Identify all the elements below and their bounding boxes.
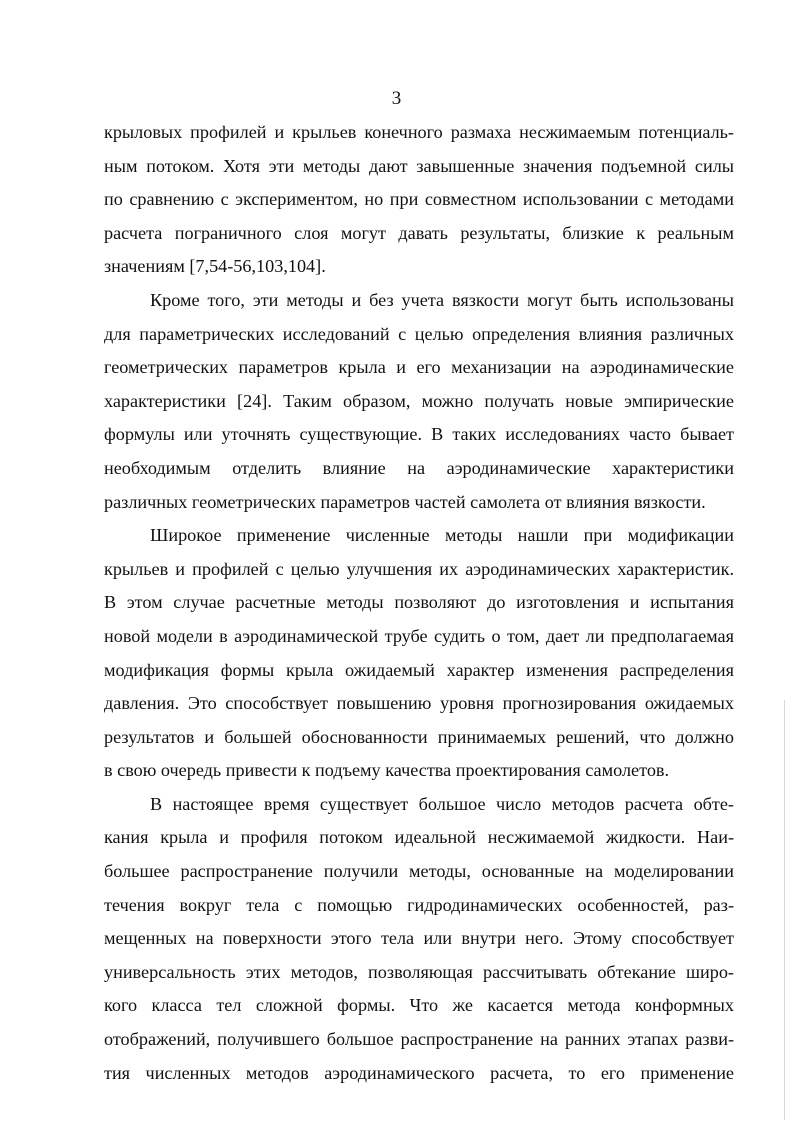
- paragraph-3: [104, 519, 734, 788]
- text-line: Широкое применение численные методы нашли при модификации: [150, 525, 734, 546]
- text-line: различных геометрических параметров частей самолета от влияния вязкости.: [104, 491, 706, 512]
- text-line: кого класса тел сложной формы. Что же касается метода конформных: [104, 995, 734, 1016]
- text-line: для параметрических исследований с целью определения влияния различных: [104, 323, 734, 344]
- text-line: новой модели в аэродинамической трубе судить о том, дает ли предполагаемая: [104, 625, 734, 646]
- text-line: по сравнению с экспериментом, но при совместном использовании с методами: [104, 189, 734, 210]
- text-line: универсальность этих методов, позволяющая рассчитывать обтекание широ-: [104, 961, 734, 982]
- paragraph-2: [104, 284, 734, 519]
- text-line: геометрических параметров крыла и его механизации на аэродинамические: [104, 357, 734, 378]
- text-line: модификация формы крыла ожидаемый характер изменения распределения: [104, 659, 734, 680]
- text-line: крыловых профилей и крыльев конечного размаха несжимаемым потенциаль-: [104, 122, 734, 142]
- text-line: мещенных на поверхности этого тела или внутри него. Этому способствует: [104, 928, 734, 949]
- text-line: течения вокруг тела с помощью гидродинамических особенностей, раз-: [104, 894, 734, 915]
- text-line: результатов и большей обоснованности принимаемых решений, что должно: [104, 726, 734, 747]
- text-line: формулы или уточнять существующие. В таких исследованиях часто бывает: [104, 424, 734, 445]
- text-line: в свою очередь привести к подъему качества проектирования самолетов.: [104, 760, 670, 781]
- text-line: тия численных методов аэродинамического расчета, то его применение: [104, 1062, 734, 1083]
- text-line: кания крыла и профиля потоком идеальной несжимаемой жидкости. Наи-: [104, 827, 734, 848]
- text-line: В этом случае расчетные методы позволяют до изготовления и испытания: [104, 592, 734, 613]
- text-line: В настоящее время существует большое число методов расчета обте-: [150, 793, 734, 814]
- text-line: крыльев и профилей с целью улучшения их аэродинамических характеристик.: [104, 558, 734, 579]
- paragraph-1: [104, 116, 734, 284]
- text-line: Кроме того, эти методы и без учета вязкости могут быть использованы: [150, 289, 734, 310]
- paragraph-4: [104, 788, 734, 1090]
- scan-edge-line: [784, 700, 785, 1120]
- text-line: расчета пограничного слоя могут давать результаты, близкие к реальным: [104, 222, 734, 243]
- text-line: большее распространение получили методы, основанные на моделировании: [104, 861, 734, 882]
- body-text: [104, 116, 734, 1090]
- text-line: давления. Это способствует повышению уровня прогнозирования ожидаемых: [104, 693, 734, 714]
- text-line: необходимым отделить влияние на аэродинамические характеристики: [104, 457, 734, 478]
- page-number: 3: [391, 88, 402, 109]
- text-line: отображений, получившего большое распространение на ранних этапах разви-: [104, 1029, 734, 1050]
- text-line: значениям [7,54-56,103,104].: [104, 256, 326, 277]
- text-line: характеристики [24]. Таким образом, можно получать новые эмпирические: [104, 390, 734, 411]
- text-line: ным потоком. Хотя эти методы дают завышенные значения подъемной силы: [104, 155, 734, 176]
